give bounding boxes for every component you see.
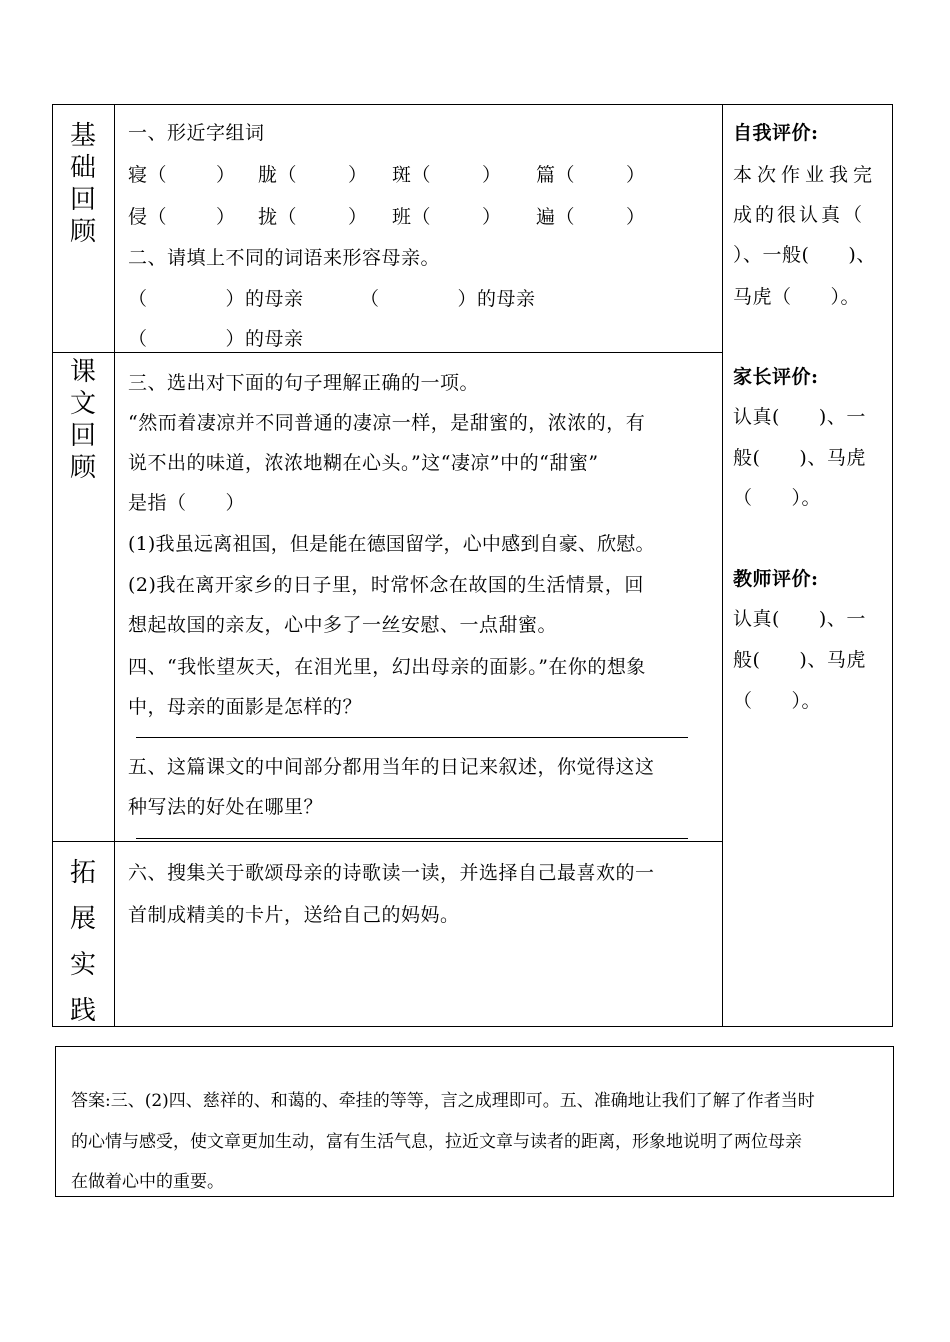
- q1-close: ）: [482, 164, 502, 186]
- answer-line-1: 答案:三、(2)四、慈祥的、和蔼的、牵挂的等等，言之成理即可。五、准确地让我们了解了作者当时: [71, 1091, 815, 1111]
- q4-answer-line: [136, 737, 688, 738]
- parent-eval-title: 家长评价:: [733, 366, 819, 388]
- q5-line-2: 种写法的好处在哪里？: [128, 796, 324, 818]
- teacher-eval-line-3: （ ）。: [733, 690, 822, 712]
- table-divider-label: [114, 104, 115, 1027]
- q3-option-1: (1)我虽远离祖国，但是能在德国留学，心中感到自豪、欣慰。: [128, 533, 655, 555]
- q2-title: 二、请填上不同的词语来形容母亲。: [128, 247, 441, 269]
- q1-char: 侵（: [128, 206, 168, 228]
- section-label-basic: [53, 120, 113, 248]
- teacher-eval-title: 教师评价:: [733, 568, 819, 590]
- section-basic-text: 基础回顾: [69, 121, 96, 247]
- q3-quote-line-1: “然而着凄凉并不同普通的凄凉一样，是甜蜜的，浓浓的，有: [128, 412, 646, 434]
- q5-answer-line: [136, 838, 688, 839]
- q1-close: ）: [626, 164, 646, 186]
- answer-line-3: 在做着心中的重要。: [71, 1172, 224, 1192]
- q3-quote-line-2: 说不出的味道，浓浓地糊在心头。”这“凄凉”中的“甜蜜”: [128, 452, 599, 474]
- q1-char: 拢（: [258, 206, 298, 228]
- q1-title: 一、形近字组词: [128, 122, 265, 144]
- row-divider-1: [52, 352, 723, 353]
- section-extension-text: 拓展实践: [69, 858, 96, 1026]
- q4-line-1: 四、“我怅望灰天，在泪光里，幻出母亲的面影。”在你的想象: [128, 656, 646, 678]
- self-eval-title: 自我评价:: [733, 122, 819, 144]
- answer-line-2: 的心情与感受，使文章更加生动，富有生活气息，拉近文章与读者的距离，形象地说明了两位母亲: [71, 1132, 802, 1152]
- q1-close: ）: [348, 206, 368, 228]
- q2-blank-2: （ ）的母亲: [360, 288, 536, 310]
- q1-close: ）: [626, 206, 646, 228]
- section-label-text: [53, 356, 113, 484]
- q1-close: ）: [482, 206, 502, 228]
- section-label-extension: [53, 850, 113, 1034]
- parent-eval-line-2: 般( )、马虎: [733, 447, 866, 469]
- table-divider-eval: [722, 104, 723, 1027]
- q1-char: 班（: [392, 206, 432, 228]
- parent-eval-line-3: （ ）。: [733, 487, 822, 509]
- q1-char: 斑（: [392, 164, 432, 186]
- q2-blank-1: （ ）的母亲: [128, 288, 304, 310]
- q3-quote-line-3: 是指（ ）: [128, 492, 246, 514]
- q4-line-2: 中，母亲的面影是怎样的？: [128, 696, 363, 718]
- self-eval-line-3: ）、一般( )、: [733, 244, 876, 266]
- q1-close: ）: [348, 164, 368, 186]
- parent-eval-line-1: 认真( )、一: [733, 406, 866, 428]
- q3-option-2-line-1: (2)我在离开家乡的日子里，时常怀念在故国的生活情景，回: [128, 574, 644, 596]
- q1-close: ）: [216, 164, 236, 186]
- section-text-text: 课文回顾: [69, 357, 96, 483]
- q6-line-2: 首制成精美的卡片，送给自己的妈妈。: [128, 904, 460, 926]
- q1-close: ）: [216, 206, 236, 228]
- self-eval-line-4: 马虎（ ）。: [733, 286, 861, 308]
- q5-line-1: 五、这篇课文的中间部分都用当年的日记来叙述，你觉得这这: [128, 756, 655, 778]
- teacher-eval-line-1: 认真( )、一: [733, 608, 866, 630]
- q3-option-2-line-2: 想起故国的亲友，心中多了一丝安慰、一点甜蜜。: [128, 614, 558, 636]
- q1-char: 寝（: [128, 164, 168, 186]
- q1-char: 胧（: [258, 164, 298, 186]
- row-divider-2: [52, 841, 723, 842]
- self-eval-line-1: 本次作业我完: [733, 164, 878, 186]
- self-eval-line-2: 成的很认真（: [733, 204, 866, 226]
- q1-char: 篇（: [536, 164, 576, 186]
- q1-char: 遍（: [536, 206, 576, 228]
- q3-title: 三、选出对下面的句子理解正确的一项。: [128, 372, 480, 394]
- q6-line-1: 六、搜集关于歌颂母亲的诗歌读一读，并选择自己最喜欢的一: [128, 862, 655, 884]
- teacher-eval-line-2: 般( )、马虎: [733, 649, 866, 671]
- q2-blank-3: （ ）的母亲: [128, 328, 304, 350]
